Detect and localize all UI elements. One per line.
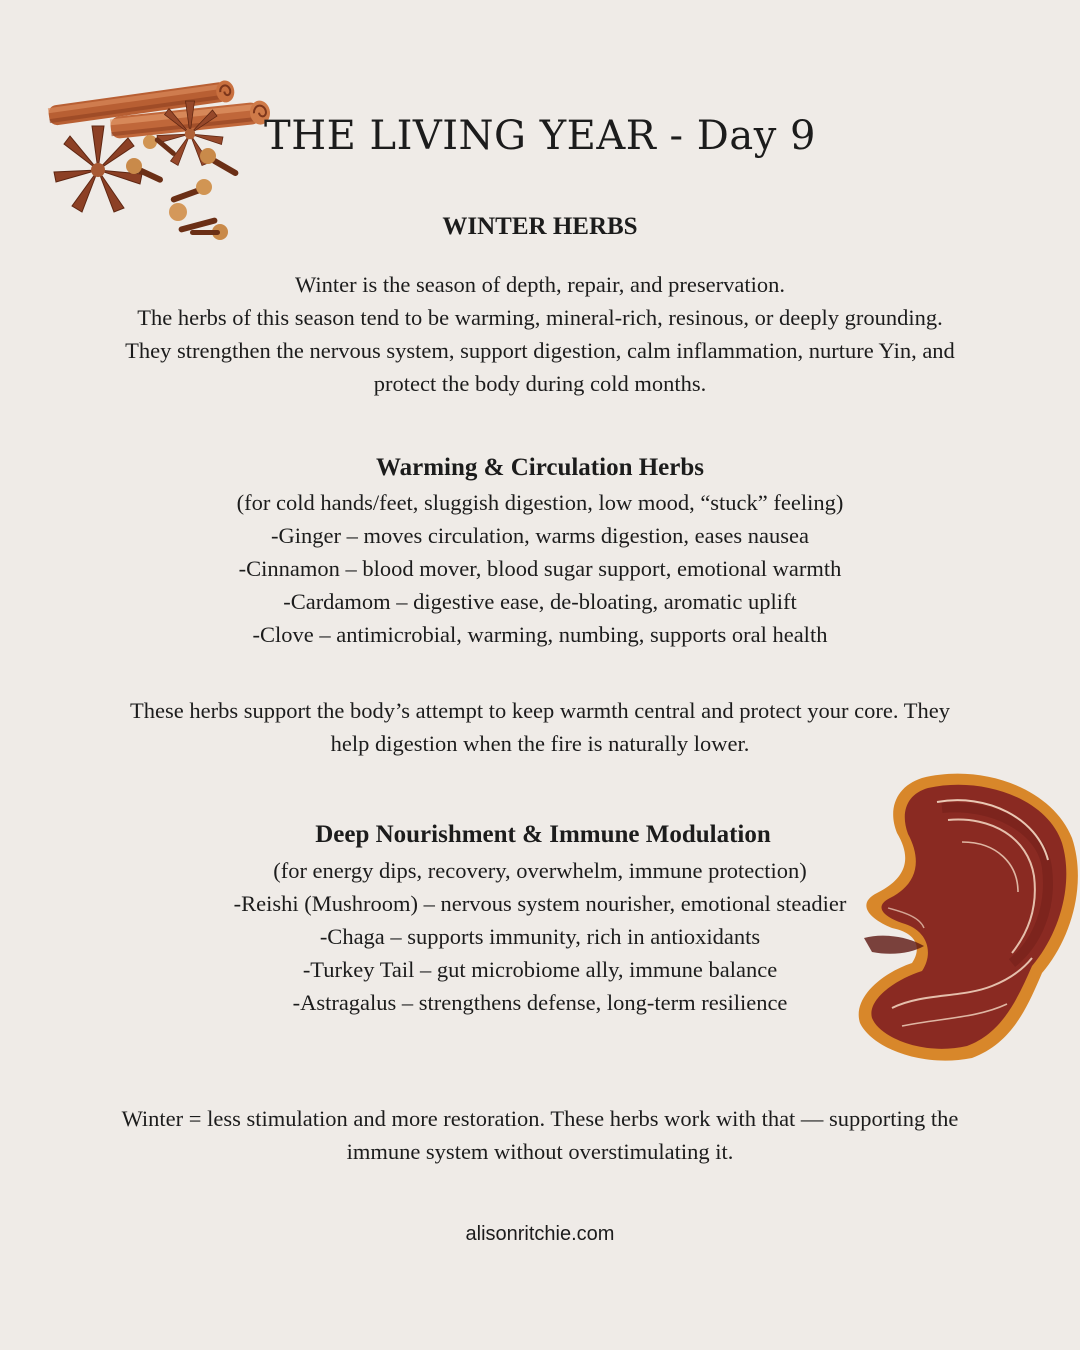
list-item: -Cardamom – digestive ease, de-bloating, aromatic uplift: [283, 589, 797, 614]
closing-line: Winter = less stimulation and more restoration. These herbs work with that — supporting the: [121, 1106, 959, 1131]
warming-subtitle: (for cold hands/feet, sluggish digestion, low mood, “stuck” feeling): [236, 490, 844, 515]
warming-note: [60, 694, 1020, 760]
nourish-subtitle: (for energy dips, recovery, overwhelm, immune protection): [273, 858, 807, 883]
intro-line: protect the body during cold months.: [373, 371, 707, 396]
footer-website: alisonritchie.com: [465, 1223, 615, 1245]
note-line: These herbs support the body’s attempt to keep warmth central and protect your core. They: [130, 698, 950, 723]
list-item: -Ginger – moves circulation, warms digestion, eases nausea: [271, 523, 809, 548]
closing-paragraph: [40, 1102, 1040, 1168]
list-item: -Turkey Tail – gut microbiome ally, immune balance: [302, 957, 778, 982]
intro-paragraph: [60, 268, 1020, 400]
list-item: -Reishi (Mushroom) – nervous system nourisher, emotional steadier: [233, 891, 847, 916]
page-title: THE LIVING YEAR - Day 9: [264, 113, 816, 159]
note-line: help digestion when the fire is naturally lower.: [330, 731, 750, 756]
list-item: -Clove – antimicrobial, warming, numbing, supports oral health: [252, 622, 828, 647]
list-item: -Chaga – supports immunity, rich in antioxidants: [319, 924, 761, 949]
list-item: -Cinnamon – blood mover, blood sugar support, emotional warmth: [238, 556, 842, 581]
intro-line: Winter is the season of depth, repair, and preservation.: [295, 272, 785, 297]
intro-line: The herbs of this season tend to be warming, mineral-rich, resinous, or deeply grounding.: [137, 305, 943, 330]
section-heading: WINTER HERBS: [442, 213, 638, 240]
nourish-heading: Deep Nourishment & Immune Modulation: [315, 821, 771, 848]
nourish-list: [60, 854, 1020, 1019]
list-item: -Astragalus – strengthens defense, long-term resilience: [292, 990, 788, 1015]
warming-list: [60, 486, 1020, 651]
intro-line: They strengthen the nervous system, support digestion, calm inflammation, nurture Yin, and: [125, 338, 955, 363]
closing-line: immune system without overstimulating it.: [346, 1139, 734, 1164]
warming-heading: Warming & Circulation Herbs: [375, 454, 704, 481]
